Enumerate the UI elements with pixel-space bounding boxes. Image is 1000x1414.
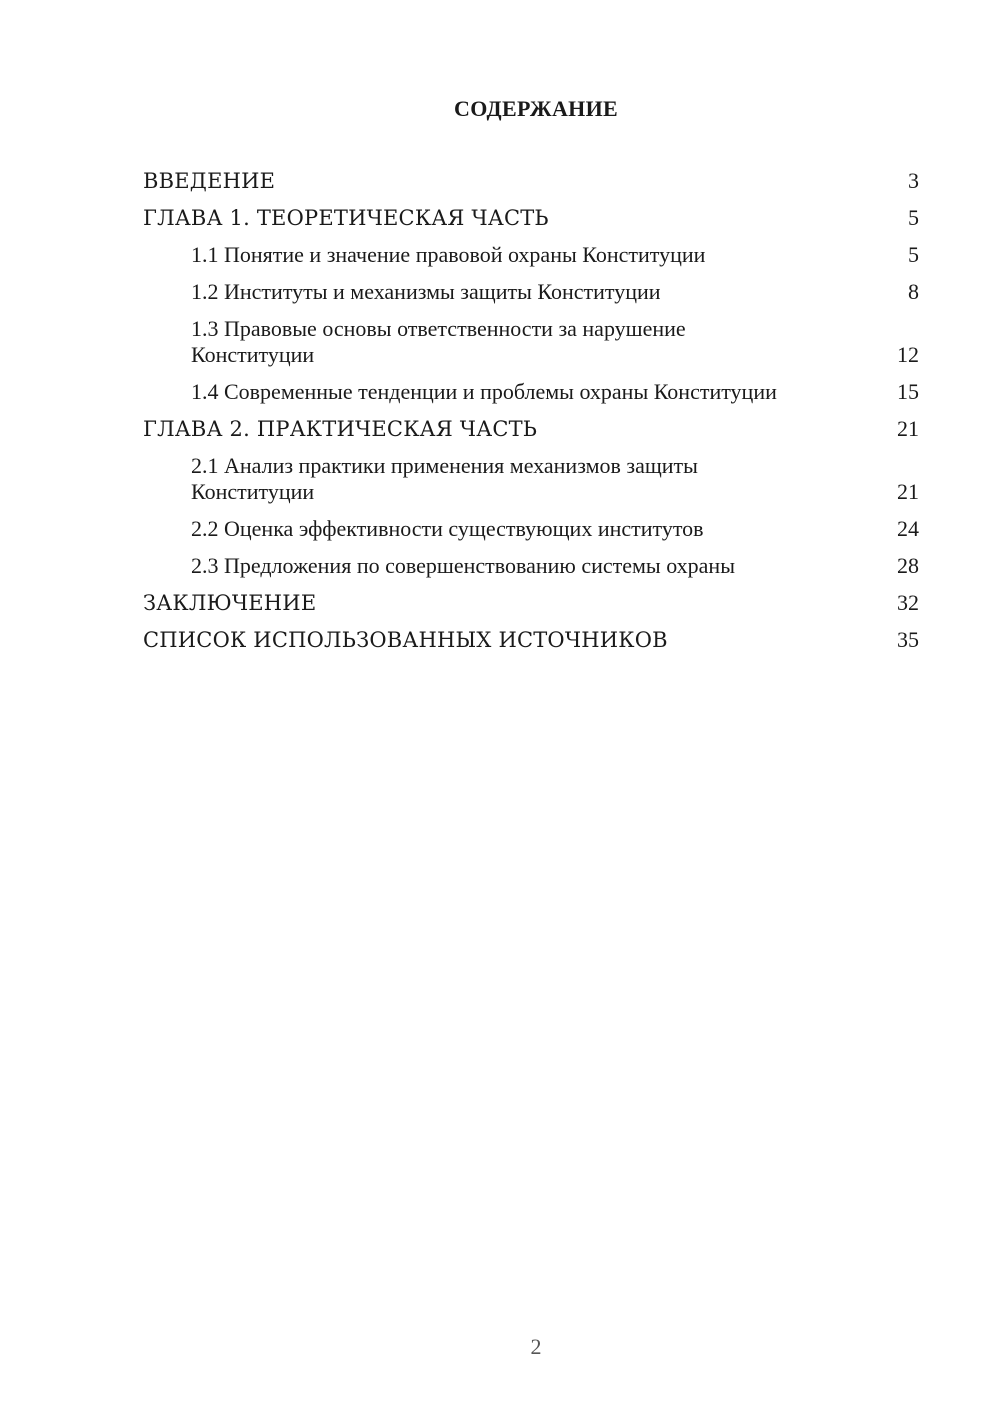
toc-entry-label: 2.3 Предложения по совершенствованию системы охраны bbox=[191, 553, 735, 578]
toc-entry-label: 1.3 Правовые основы ответственности за нарушение Конституции bbox=[191, 316, 686, 367]
toc-entry-label: 1.2 Институты и механизмы защиты Конституции bbox=[191, 279, 661, 304]
toc-entry-chapter-1 bbox=[143, 205, 919, 231]
toc-entry-label: ВВЕДЕНИЕ bbox=[143, 169, 276, 193]
toc-entry-page: 12 bbox=[897, 342, 919, 367]
toc-entry-section-1-2 bbox=[143, 279, 919, 305]
toc-entry-label: ГЛАВА 1. ТЕОРЕТИЧЕСКАЯ ЧАСТЬ bbox=[143, 206, 549, 230]
toc-entry-label: 2.1 Анализ практики применения механизмов защиты Конституции bbox=[191, 453, 698, 504]
toc-entry-page: 21 bbox=[897, 479, 919, 504]
toc-entry-label: 1.1 Понятие и значение правовой охраны Конституции bbox=[191, 242, 706, 267]
toc-entry-section-2-1 bbox=[143, 453, 919, 505]
toc-entry-conclusion bbox=[143, 590, 919, 616]
toc-entry-page: 21 bbox=[897, 416, 919, 441]
toc-title: СОДЕРЖАНИЕ bbox=[454, 96, 618, 121]
toc-entry-section-1-1 bbox=[143, 242, 919, 268]
toc-entry-label: ЗАКЛЮЧЕНИЕ bbox=[143, 591, 317, 615]
toc-entry-page: 24 bbox=[897, 516, 919, 541]
toc-entry-section-1-3 bbox=[143, 316, 919, 368]
table-of-contents bbox=[143, 168, 919, 664]
toc-entry-label: 2.2 Оценка эффективности существующих институтов bbox=[191, 516, 704, 541]
page-number: 2 bbox=[530, 1334, 542, 1359]
toc-entry-page: 5 bbox=[908, 242, 919, 267]
toc-entry-label: ГЛАВА 2. ПРАКТИЧЕСКАЯ ЧАСТЬ bbox=[143, 417, 538, 441]
toc-entry-page: 3 bbox=[908, 168, 919, 193]
toc-entry-page: 5 bbox=[908, 205, 919, 230]
toc-entry-references bbox=[143, 627, 919, 653]
toc-entry-section-2-2 bbox=[143, 516, 919, 542]
toc-entry-page: 28 bbox=[897, 553, 919, 578]
toc-entry-page: 35 bbox=[897, 627, 919, 652]
toc-entry-section-1-4 bbox=[143, 379, 919, 405]
toc-entry-chapter-2 bbox=[143, 416, 919, 442]
toc-entry-label: СПИСОК ИСПОЛЬЗОВАННЫХ ИСТОЧНИКОВ bbox=[143, 628, 668, 652]
toc-entry-section-2-3 bbox=[143, 553, 919, 579]
toc-entry-introduction bbox=[143, 168, 919, 194]
toc-entry-page: 8 bbox=[908, 279, 919, 304]
toc-entry-page: 15 bbox=[897, 379, 919, 404]
toc-entry-label: 1.4 Современные тенденции и проблемы охраны Конституции bbox=[191, 379, 777, 404]
toc-entry-page: 32 bbox=[897, 590, 919, 615]
